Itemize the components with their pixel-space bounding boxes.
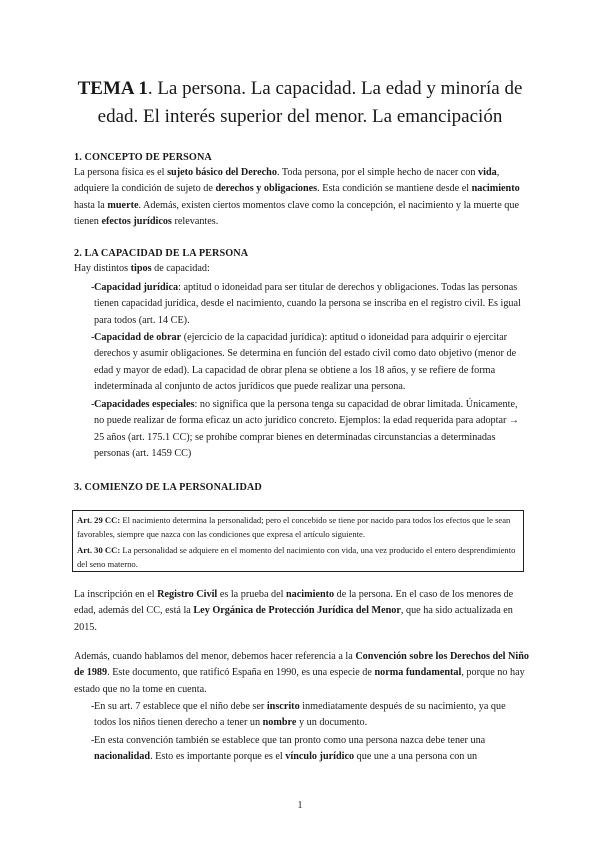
bold-term: tipos (130, 263, 152, 274)
title-bold: TEMA 1 (77, 78, 148, 99)
list-item-art-7: En su art. 7 establece que el niño debe ser inscrito inmediatamente después de su nacimiento, ya que todos los niños tienen derecho a tener un nombre y un documento. (94, 701, 506, 729)
list-bullet: - (91, 735, 95, 746)
bold-term: sujeto básico del Derecho (167, 167, 277, 178)
list-item-capacidad-obrar: Capacidad de obrar (ejercicio de la capacidad jurídica): aptitud o idoneidad para adquirir o ejercitar derechos y asumir obligaciones. Se determina en función del estado civil como dato objetivo (menor de edad y mayor de edad). La capacidad de obrar plena se obtiene a los 18 años, y se refiere de forma indeterminada al conjunto de actos jurídicos que puede realizar una persona. (94, 332, 517, 393)
section-heading-1: 1. CONCEPTO DE PERSONA (74, 152, 212, 163)
list-bullet: - (91, 282, 95, 293)
section-heading-3: 3. COMIENZO DE LA PERSONALIDAD (74, 482, 262, 493)
section-heading-2: 2. LA CAPACIDAD DE LA PERSONA (74, 248, 249, 259)
list-bullet: - (91, 701, 95, 712)
bold-term: Art. 30 CC: (77, 545, 121, 555)
bold-term: Ley Orgánica de Protección Jurídica del Menor (193, 605, 401, 617)
bold-term: nacionalidad (94, 751, 151, 763)
quote-art-30: Art. 30 CC: La personalidad se adquiere en el momento del nacimiento con vida, una vez producido el entero desprendimiento del seno materno. (77, 545, 516, 569)
page-title (60, 75, 540, 131)
bold-term: efectos jurídicos (101, 216, 172, 228)
list-item-capacidad-juridica: Capacidad jurídica: aptitud o idoneidad para ser titular de derechos y obligaciones. Todas las personas tienen capacidad jurídica, desde el nacimiento, cuando la persona se inscriba en el registro civil. Es igual para todos (art. 14 CE). (94, 282, 521, 326)
list-bullet: - (91, 399, 95, 410)
bold-term: vida (478, 167, 497, 178)
bold-term: Capacidad de obrar (94, 332, 182, 343)
bold-term: nacimiento (471, 183, 520, 195)
bold-term: Capacidad jurídica (94, 282, 179, 293)
bold-term: Capacidades especiales (94, 399, 195, 410)
quote-art-29: Art. 29 CC: El nacimiento determina la personalidad; pero el concebido se tiene por nacido para todos los efectos que le sean favorables, siempre que nazca con las condiciones que expresa el artículo siguiente. (77, 515, 511, 539)
section2-intro: Hay distintos tipos de capacidad: (74, 263, 210, 274)
bold-term: nacimiento (286, 589, 335, 600)
page-number: 1 (297, 800, 303, 811)
bold-term: inscrito (266, 701, 300, 712)
bold-term: muerte (107, 199, 139, 211)
bold-term: norma fundamental (374, 667, 462, 679)
title-rest: . La persona. La capacidad. La edad y minoría de edad. El interés superior del menor. La emancipación (97, 78, 523, 127)
section3-paragraph-2: Además, cuando hablamos del menor, debemos hacer referencia a la Convención sobre los Derechos del Niño de 1989. Este documento, que ratificó España en 1990, es una especie de norma fundamental, porque no hay estado que no la tome en cuenta. (74, 651, 529, 695)
section1-paragraph: La persona física es el sujeto básico del Derecho. Toda persona, por el simple hecho de nacer con vida, adquiere la condición de sujeto de derechos y obligaciones. Esta condición se mantiene desde el nacimiento hasta la muerte. Además, existen ciertos momentos clave como la concepción, el nacimiento y la muerte que tienen efectos jurídicos relevantes. (74, 167, 520, 228)
bold-term: derechos y obligaciones (215, 183, 318, 195)
list-bullet: - (91, 332, 95, 343)
bold-term: vínculo jurídico (285, 751, 355, 763)
bold-term: nombre (262, 717, 297, 729)
bold-term: Registro Civil (157, 589, 218, 600)
list-item-capacidades-especiales: Capacidades especiales: no significa que la persona tenga su capacidad de obrar limitada. Únicamente, no puede realizar de forma eficaz un acto jurídico concreto. Ejemplos: la edad requerida para adoptar → 25 años (art. 175.1 CC); se prohíbe comprar bienes en determinadas circunstancias a determinadas personas (art. 1459 CC) (94, 399, 520, 460)
bold-term: Art. 29 CC: (77, 515, 121, 525)
list-item-nacionalidad: En esta convención también se establece que tan pronto como una persona nazca debe tener una nacionalidad. Esto es importante porque es el vínculo jurídico que une a una persona con un (94, 735, 486, 763)
bold-term: Convención sobre los Derechos del Niño de 1989 (74, 651, 529, 679)
section3-paragraph-1: La inscripción en el Registro Civil es la prueba del nacimiento de la persona. En el caso de los menores de edad, además del CC, está la Ley Orgánica de Protección Jurídica del Menor, que ha sido actualizada en 2015. (74, 589, 514, 633)
